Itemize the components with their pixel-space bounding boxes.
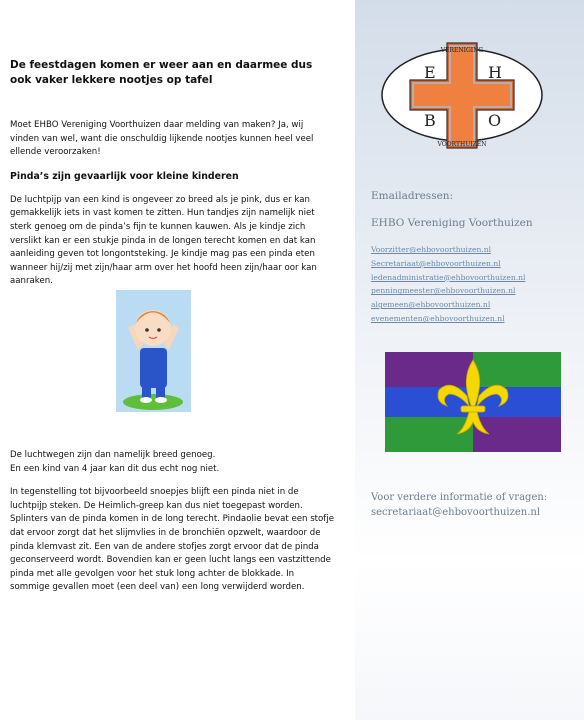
email-label: Emailadressen: (371, 190, 454, 202)
email-link-evenementen[interactable]: evenementen@ehbovoorthuizen.nl (371, 313, 505, 323)
info-line: Voor verdere informatie of vragen: (371, 492, 548, 503)
flag-top-left (385, 352, 473, 387)
logo-letter-b: B (424, 111, 436, 130)
flag-bottom-right (473, 417, 561, 452)
airways-line-2: En een kind van 4 jaar kan dit dus echt nog niet. (10, 463, 220, 474)
email-link-penningmeester[interactable]: penningmeester@ehbovoorthuizen.nl (371, 286, 516, 296)
logo-bottom-text: VOORTHUIZEN (437, 141, 487, 148)
email-link-ledenadministratie[interactable]: ledenadministratie@ehbovoorthuizen.nl (371, 272, 526, 282)
airways-line-1: De luchtwegen zijn dan namelijk breed genoeg. (10, 449, 216, 460)
logo-letter-h: H (488, 63, 502, 82)
logo-letter-e: E (424, 63, 436, 82)
ehbo-logo (380, 38, 545, 153)
paragraph-airways (10, 449, 335, 476)
baby-illustration (116, 290, 191, 412)
org-name: EHBO Vereniging Voorthuizen (371, 217, 533, 229)
intro-paragraph: Moet EHBO Vereniging Voorthuizen daar melding van maken? Ja, wij vinden van wel, want die onschuldig lijkende nootjes kunnen heel veel ellende veroorzaken! (10, 120, 314, 158)
logo-top-text: VERENIGING (440, 47, 484, 54)
voorthuizen-flag (385, 352, 561, 452)
email-list (371, 243, 525, 326)
paragraph-heimlich: In tegenstelling tot bijvoorbeeld snoepjes blijft een pinda niet in de luchtpijp steken. De Heimlich-greep kan dus niet toegepast worden. Splinters van de pinda komen in de long terecht. Pindaolie bevat een stofje dat ervoor zorgt dat het slijmvlies in de bronchiën opzwelt, waardoor de pinda klemvast zit. Een van de andere stofjes zorgt ervoor dat de pinda geconserveerd wordt. Bovendien kan er geen lucht langs een vastzittende pinda met alle gevolgen voor het stuk long achter de blokkade. In sommige gevallen moet (een deel van) een long verwijderd worden. (10, 487, 335, 593)
flag-top-right (473, 352, 561, 387)
email-link-voorzitter[interactable]: Voorzitter@ehbovoorthuizen.nl (371, 245, 492, 254)
info-email[interactable]: secretariaat@ehbovoorthuizen.nl (371, 507, 541, 518)
article-subheading: Pinda’s zijn gevaarlijk voor kleine kinderen (10, 170, 239, 182)
article-heading: De feestdagen komen er weer aan en daarmee dus ook vaker lekkere nootjes op tafel (10, 59, 313, 86)
sidebar (355, 0, 584, 720)
email-link-secretariaat[interactable]: Secretariaat@ehbovoorthuizen.nl (371, 258, 501, 268)
info-block (371, 490, 547, 520)
paragraph-trachea: De luchtpijp van een kind is ongeveer zo breed als je pink, dus er kan gemakkelijk iets in vast komen te zitten. Hun tandjes zijn namelijk niet sterk genoeg om de pinda’s fijn te kunnen kauwen. Als je kindje zich verslikt kan er een stukje pinda in de longen terecht komen en dat kan aanleiding geven tot longontsteking. Je kindje mag pas een pinda eten wanneer hij/zij met zijn/haar arm over het hoofd heen zijn/haar oor kan aanraken. (10, 194, 317, 287)
logo-letter-o: O (488, 111, 502, 130)
email-link-algemeen[interactable]: algemeen@ehbovoorthuizen.nl (371, 300, 491, 310)
flag-bottom-left (385, 417, 473, 452)
